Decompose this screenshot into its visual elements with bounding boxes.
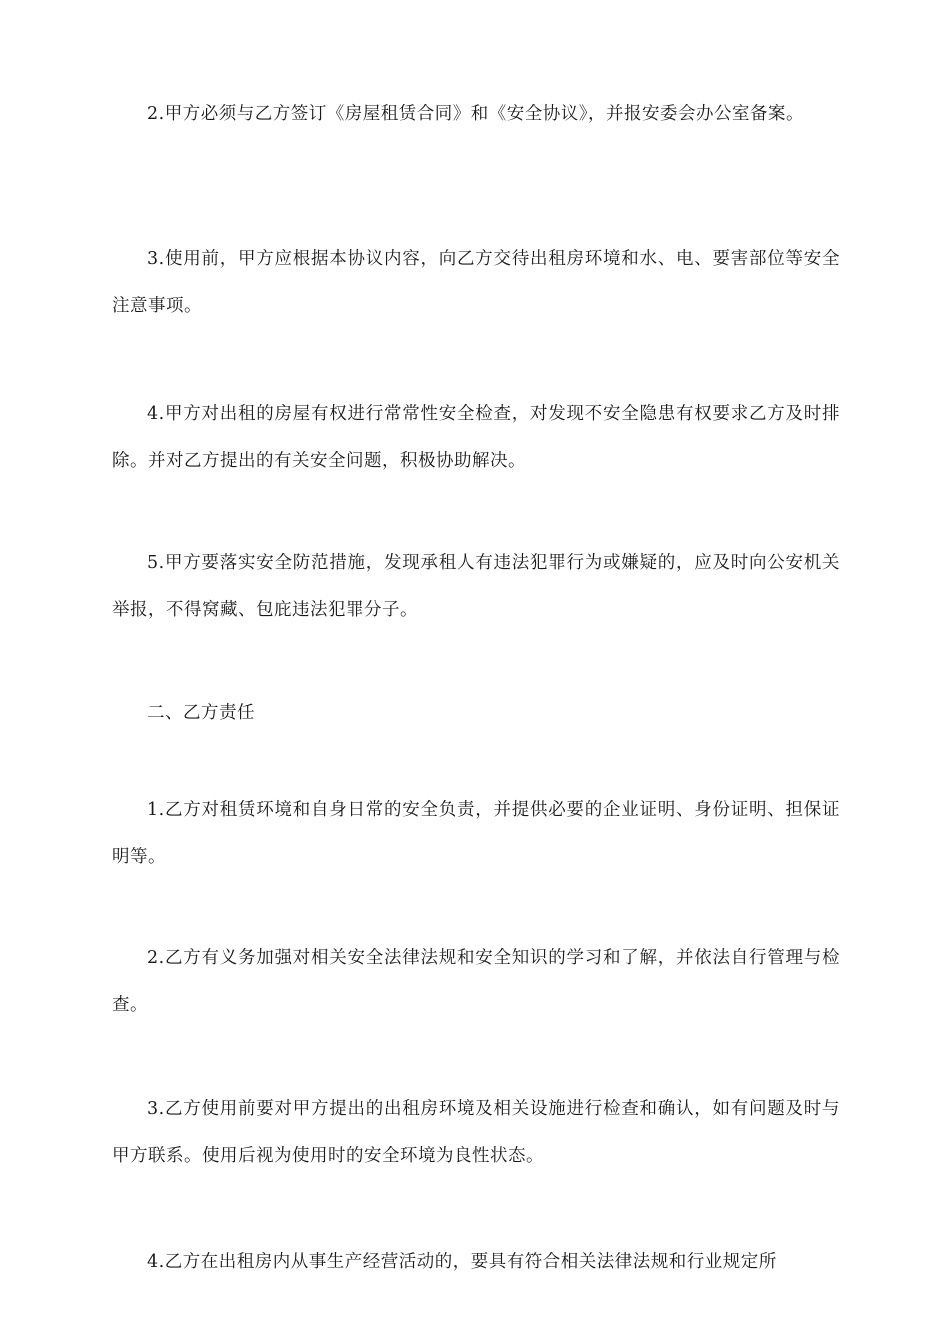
paragraph-party-a-3: 3.使用前，甲方应根据本协议内容，向乙方交待出租房环境和水、电、要害部位等安全注意事项。: [112, 249, 840, 316]
paragraph-party-a-5: 5.甲方要落实安全防范措施，发现承租人有违法犯罪行为或嫌疑的，应及时向公安机关举报，不得窝藏、包庇违法犯罪分子。: [112, 553, 840, 620]
paragraph-party-a-2: 2.甲方必须与乙方签订《房屋租赁合同》和《安全协议》，并报安委会办公室备案。: [147, 104, 804, 124]
paragraph-party-b-2: 2.乙方有义务加强对相关安全法律法规和安全知识的学习和了解，并依法自行管理与检查。: [112, 948, 840, 1015]
paragraph-party-b-4: 4.乙方在出租房内从事生产经营活动的，要具有符合相关法律法规和行业规定所: [147, 1252, 777, 1272]
paragraph-party-b-3: 3.乙方使用前要对甲方提出的出租房环境及相关设施进行检查和确认，如有问题及时与甲方联系。使用后视为使用时的安全环境为良性状态。: [112, 1099, 840, 1166]
section-heading-party-b: 二、乙方责任: [147, 703, 255, 723]
paragraph-party-b-1: 1.乙方对租赁环境和自身日常的安全负责，并提供必要的企业证明、身份证明、担保证明等。: [112, 800, 840, 867]
paragraph-party-a-4: 4.甲方对出租的房屋有权进行常常性安全检查，对发现不安全隐患有权要求乙方及时排除。并对乙方提出的有关安全问题，积极协助解决。: [112, 404, 840, 471]
